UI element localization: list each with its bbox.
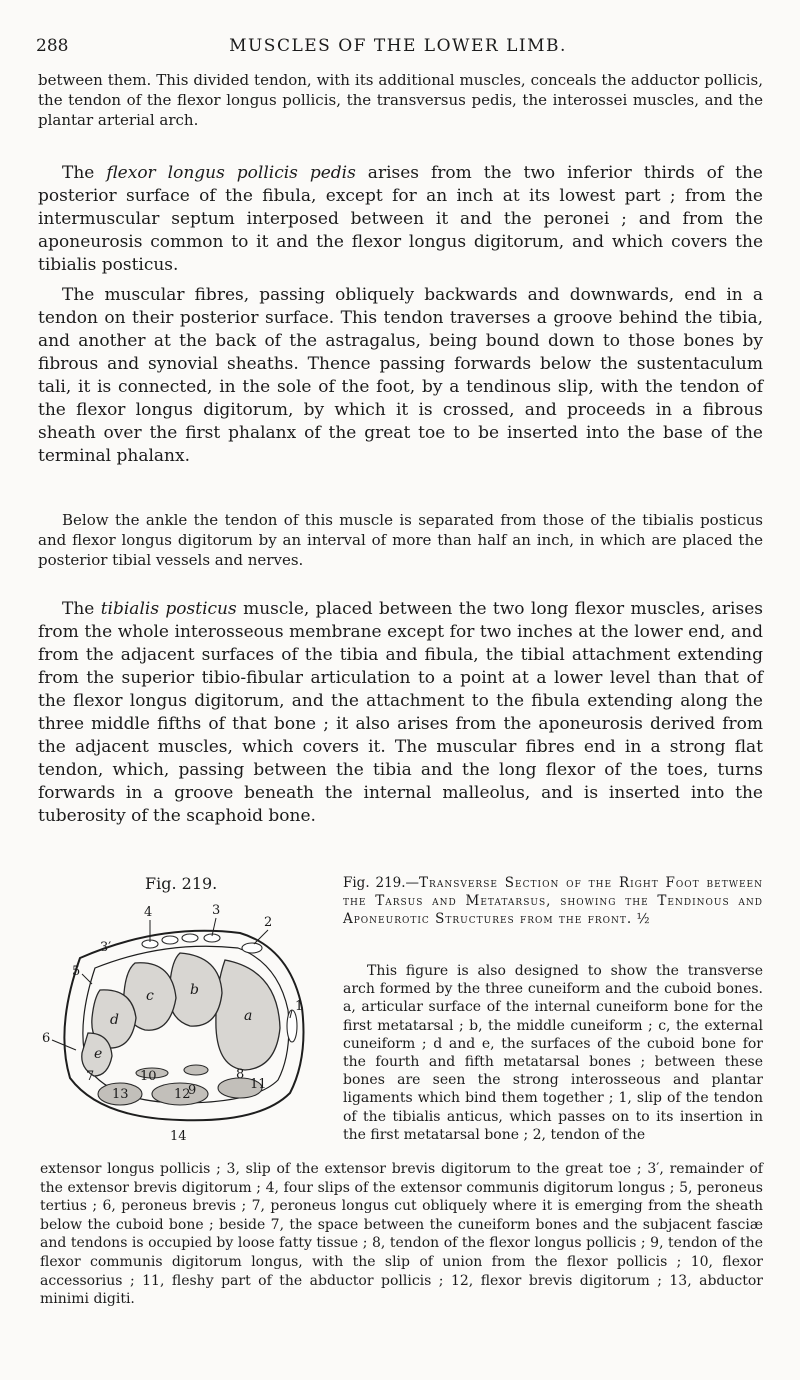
caption-number: Fig. 219.—	[343, 875, 420, 891]
paragraph-muscular-fibres: The muscular fibres, passing obliquely backwards and downwards, end in a tendon on their posterior surface. This tendon traverses a groove behind the tibia, and another at the back of the astragalus, being bound down to those bones by fibrous and synovial sheaths. Thence passing forwards below the sustentaculum tali, it is connected, in the sole of the foot, by a tendinous slip, with the tendon of the flexor longus digitorum, by which it is crossed, and proceeds in a fibrous sheath over the first phalanx of the great toe to be inserted into the base of the terminal phalanx.	[38, 285, 763, 466]
callout-8: 8	[236, 1067, 245, 1082]
callout-13: 13	[112, 1087, 129, 1102]
term-flexor-longus-pollicis-pedis: flexor longus pollicis pedis	[106, 163, 356, 183]
paragraph-lead: The	[62, 599, 101, 619]
caption-title	[343, 874, 763, 928]
callout-5: 5	[72, 964, 81, 979]
paragraph-lead: The	[62, 163, 107, 183]
figure-label: Fig. 219.	[145, 874, 218, 893]
caption-heading: Transverse Section of the Right Foot between the Tarsus and Metatarsus, showing the Tendinous and Aponeurotic Structures from the front.	[343, 875, 763, 927]
term-tibialis-posticus: tibialis posticus	[100, 599, 237, 619]
running-title: MUSCLES OF THE LOWER LIMB.	[229, 36, 567, 56]
leader-line	[212, 918, 216, 936]
letter-e: e	[94, 1046, 103, 1062]
callout-10: 10	[140, 1069, 157, 1084]
callout-4: 4	[144, 905, 153, 920]
paragraph-below-ankle: Below the ankle the tendon of this muscle is separated from those of the tibialis posticus and flexor longus digitorum by an interval of more than half an inch, in which are placed the posterior tibial vessels and nerves.	[38, 511, 763, 569]
running-head	[36, 36, 760, 60]
callout-14: 14	[170, 1129, 187, 1144]
callout-3-prime: 3′	[100, 940, 112, 955]
callout-3: 3	[212, 903, 221, 918]
tendon-9	[184, 1065, 208, 1075]
caption-body: This figure is also designed to show the transverse arch formed by the three cuneiform and the cuboid bones. a, articular surface of the internal cuneiform bone for the first metatarsal ; b, the middle cuneiform ; c, the external cuneiform ; d and e, the surfaces of the cuboid bone for the fourth and fifth metatarsal bones ; between these bones are seen the strong interosseous and plantar ligaments which bind them together ; 1, slip of the tendon of the tibialis anticus, which passes on to its insertion in the first metatarsal bone ; 2, tendon of the	[343, 963, 763, 1143]
letter-d: d	[110, 1012, 119, 1028]
letter-b: b	[190, 982, 199, 998]
paragraph-text: muscle, placed between the two long flexor muscles, arises from the whole interosseous membrane except for two inches at the lower end, and from the adjacent surfaces of the tibia and fibula, the tibial attachment extending from the superior tibio-fibular articulation to a point at a lower level than that of the flexor longus digitorum, and the attachment to the fibula extending along the three middle fifths of that bone ; it also arises from the aponeurosis derived from the adjacent muscles, which covers it. The muscular fibres end in a strong flat tendon, which, passing between the tibia and the long flexor of the toes, turns forwards in a groove beneath the internal malleolus, and is inserted into the tuberosity of the scaphoid bone.	[38, 599, 763, 826]
tendon-slip-4	[182, 934, 198, 942]
letter-a: a	[244, 1008, 253, 1024]
leader-line	[82, 974, 92, 984]
tendon-1	[287, 1010, 297, 1042]
paragraph-flexor-longus-pollicis	[38, 162, 763, 277]
caption-scale: ½	[636, 911, 650, 927]
paragraph-text: arises from the two inferior thirds of the posterior surface of the fibula, except for an inch at its lowest part ; from the intermuscular septum interposed between it and the peronei ; and from the aponeurosis common to it and the flexor longus digitorum, and which covers the tibialis posticus.	[38, 163, 763, 275]
tendon-slip-4	[162, 936, 178, 944]
callout-12: 12	[174, 1087, 191, 1102]
callout-7: 7	[86, 1069, 95, 1084]
paragraph-tibialis-posticus	[38, 598, 763, 828]
callout-11: 11	[250, 1077, 267, 1092]
page-number: 288	[36, 36, 69, 56]
callout-2: 2	[264, 915, 273, 930]
letter-c: c	[146, 988, 154, 1004]
caption-continuation: extensor longus pollicis ; 3, slip of the extensor brevis digitorum to the great toe ; 3′, remainder of the extensor brevis digitorum ; 4, four slips of the extensor communis digitorum longus ; 5, peroneus tertius ; 6, peroneus brevis ; 7, peroneus longus cut obliquely where it is emerging from the sheath below the cuboid bone ; beside 7, the space between the cuneiform bones and the subjacent fasciæ and tendons is occupied by loose fatty tissue ; 8, tendon of the flexor longus pollicis ; 9, tendon of the flexor communis digitorum longus, with the slip of union from the flexor pollicis ; 10, flexor accessorius ; 11, fleshy part of the abductor pollicis ; 12, flexor brevis digitorum ; 13, abductor minimi digiti.	[40, 1161, 763, 1308]
figure-caption	[343, 874, 763, 928]
callout-9: 9	[188, 1083, 197, 1098]
tendon-2	[242, 943, 262, 953]
figure-foot-cross-section	[40, 898, 320, 1148]
callout-6: 6	[42, 1031, 51, 1046]
paragraph-continuation: between them. This divided tendon, with its additional muscles, conceals the adductor pollicis, the tendon of the flexor longus pollicis, the transversus pedis, the interossei muscles, and the plantar arterial arch.	[38, 71, 763, 129]
callout-1: 1	[295, 999, 304, 1014]
